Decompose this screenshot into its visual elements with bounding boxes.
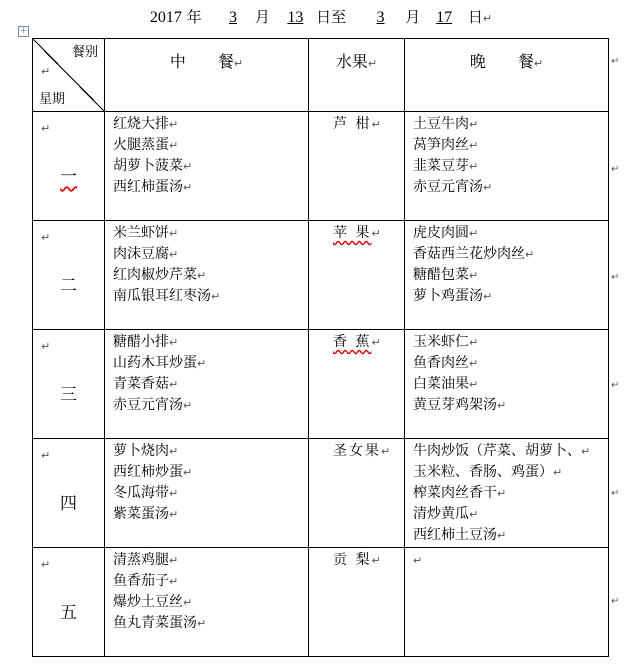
dinner-cell	[405, 548, 609, 657]
dinner-item	[413, 332, 608, 353]
lunch-dish: 火腿蒸蛋	[113, 137, 169, 153]
lunch-item	[113, 441, 308, 462]
paragraph-mark: ↵	[233, 57, 244, 70]
menu-date-title	[0, 6, 642, 27]
weekday-label: 四	[60, 494, 77, 514]
lunch-item	[113, 286, 308, 307]
weekday-cell	[33, 112, 105, 221]
paragraph-mark: ↵	[469, 336, 479, 349]
lunch-item	[113, 265, 308, 286]
dinner-dish: 香菇西兰花炒肉丝	[413, 246, 525, 262]
table-move-handle-icon[interactable]: +	[19, 26, 28, 36]
lunch-item	[113, 550, 308, 571]
lunch-item	[113, 244, 308, 265]
paragraph-mark: ↵	[533, 57, 544, 70]
paragraph-mark: ↵	[469, 139, 479, 152]
lunch-dish: 糖醋小排	[113, 334, 169, 350]
weekday-cell	[33, 221, 105, 330]
header-row	[33, 39, 609, 112]
dinner-dish: 韭菜豆芽	[413, 158, 469, 174]
dinner-item	[413, 395, 608, 416]
lunch-dish: 红肉椒炒芹菜	[113, 267, 197, 283]
lunch-dish: 西红柿炒蛋	[113, 464, 183, 480]
dinner-dish: 黄豆芽鸡架汤	[413, 397, 497, 413]
paragraph-mark: ↵	[371, 118, 383, 131]
weekday-label: 二	[60, 276, 77, 296]
paragraph-mark: ↵	[41, 558, 51, 571]
fruit-name: 香 蕉	[333, 334, 372, 350]
dinner-dish: 莴笋肉丝	[413, 137, 469, 153]
lunch-item	[113, 462, 308, 483]
lunch-item	[113, 135, 308, 156]
dinner-dish: 白菜油果	[413, 376, 469, 392]
lunch-item	[113, 374, 308, 395]
dinner-dish: 西红柿土豆汤	[413, 527, 497, 543]
paragraph-mark: ↵	[525, 248, 535, 261]
paragraph-mark: ↵	[483, 290, 493, 303]
corner-header-cell	[33, 39, 105, 112]
dinner-dish: 鱼香肉丝	[413, 355, 469, 371]
row-end-mark: ↵	[611, 596, 620, 607]
title-ri: 日	[467, 8, 483, 26]
paragraph-mark: ↵	[211, 290, 221, 303]
paragraph-mark: ↵	[169, 508, 179, 521]
weekday-cell	[33, 330, 105, 439]
lunch-item	[113, 114, 308, 135]
lunch-item	[113, 395, 308, 416]
title-end-month: 3	[376, 9, 385, 26]
dinner-item	[413, 223, 608, 244]
paragraph-mark: ↵	[469, 160, 479, 173]
menu-row	[33, 439, 609, 548]
dinner-item	[413, 504, 608, 525]
row-end-mark: ↵	[611, 164, 620, 175]
title-yue-1: 月	[254, 8, 270, 26]
paragraph-mark: ↵	[183, 160, 193, 173]
paragraph-mark: ↵	[197, 269, 207, 282]
paragraph-mark: ↵	[41, 122, 51, 135]
dinner-dish: 糖醋包菜	[413, 267, 469, 283]
paragraph-mark: ↵	[581, 445, 591, 458]
weekday-label: 五	[60, 603, 77, 623]
lunch-dish: 红烧大排	[113, 116, 169, 132]
dinner-dish: 清炒黄瓜	[413, 506, 469, 522]
lunch-dish: 胡萝卜菠菜	[113, 158, 183, 174]
paragraph-mark: ↵	[469, 357, 479, 370]
title-nian: 年	[186, 8, 202, 26]
fruit-name: 圣女果	[333, 443, 381, 459]
dinner-cell	[405, 439, 609, 548]
lunch-item	[113, 613, 308, 634]
paragraph-mark: ↵	[169, 487, 179, 500]
fruit-cell	[309, 439, 405, 548]
lunch-dish: 肉沫豆腐	[113, 246, 169, 262]
paragraph-mark: ↵	[183, 596, 193, 609]
dinner-item	[413, 374, 608, 395]
paragraph-mark: ↵	[469, 269, 479, 282]
paragraph-mark: ↵	[169, 445, 179, 458]
weekday-cell	[33, 548, 105, 657]
paragraph-mark: ↵	[169, 378, 179, 391]
weekly-menu-table	[32, 38, 609, 657]
lunch-item	[113, 592, 308, 613]
row-end-mark: ↵	[611, 56, 620, 67]
paragraph-mark: ↵	[371, 554, 383, 567]
lunch-dish: 紫菜蛋汤	[113, 506, 169, 522]
fruit-cell	[309, 330, 405, 439]
dinner-item	[413, 244, 608, 265]
dinner-cell	[405, 112, 609, 221]
paragraph-mark: ↵	[371, 227, 383, 240]
menu-row	[33, 548, 609, 657]
dinner-item	[413, 441, 608, 462]
title-start-month: 3	[229, 9, 238, 26]
paragraph-mark: ↵	[169, 227, 179, 240]
paragraph-mark: ↵	[41, 449, 51, 462]
dinner-dish: 玉米粒、香肠、鸡蛋）	[413, 464, 553, 480]
lunch-dish: 山药木耳炒蛋	[113, 355, 197, 371]
lunch-dish: 萝卜烧肉	[113, 443, 169, 459]
dinner-item	[413, 483, 608, 504]
paragraph-mark: ↵	[413, 554, 423, 567]
weekday-label: 三	[60, 385, 77, 405]
fruit-header	[309, 39, 405, 112]
dinner-dish: 土豆牛肉	[413, 116, 469, 132]
paragraph-mark: ↵	[371, 336, 383, 349]
paragraph-mark: ↵	[469, 118, 479, 131]
dinner-dish: 玉米虾仁	[413, 334, 469, 350]
paragraph-mark: ↵	[497, 487, 507, 500]
lunch-item	[113, 571, 308, 592]
lunch-cell	[105, 330, 309, 439]
dinner-item	[413, 114, 608, 135]
dinner-dish: 榨菜肉丝香干	[413, 485, 497, 501]
title-end-day: 17	[436, 9, 453, 26]
title-yue-2: 月	[405, 8, 421, 26]
paragraph-mark: ↵	[183, 466, 193, 479]
row-end-mark: ↵	[611, 488, 620, 499]
lunch-dish: 米兰虾饼	[113, 225, 169, 241]
lunch-cell	[105, 221, 309, 330]
dinner-item	[413, 156, 608, 177]
fruit-cell	[309, 112, 405, 221]
dinner-dish: 牛肉炒饭（芹菜、胡萝卜、	[413, 443, 581, 459]
paragraph-mark: ↵	[469, 227, 479, 240]
dinner-item	[413, 353, 608, 374]
menu-row	[33, 221, 609, 330]
lunch-dish: 赤豆元宵汤	[113, 397, 183, 413]
lunch-dish: 爆炒土豆丝	[113, 594, 183, 610]
paragraph-mark: ↵	[41, 65, 51, 78]
dinner-item	[413, 286, 608, 307]
fruit-name: 贡 梨	[333, 552, 372, 568]
lunch-item	[113, 353, 308, 374]
lunch-dish: 冬瓜海带	[113, 485, 169, 501]
fruit-header-label: 水果	[335, 52, 368, 71]
title-ri-zhi: 日至	[316, 8, 347, 26]
lunch-dish: 鱼丸青菜蛋汤	[113, 615, 197, 631]
lunch-dish: 西红柿蛋汤	[113, 179, 183, 195]
paragraph-mark: ↵	[169, 554, 179, 567]
paragraph-mark: ↵	[469, 508, 479, 521]
paragraph-mark: ↵	[169, 575, 179, 588]
lunch-header-label: 中 餐	[169, 52, 234, 71]
fruit-name: 芦 柑	[333, 116, 372, 132]
lunch-dish: 清蒸鸡腿	[113, 552, 169, 568]
dinner-cell	[405, 221, 609, 330]
paragraph-mark: ↵	[497, 399, 507, 412]
fruit-cell	[309, 221, 405, 330]
paragraph-mark: ↵	[183, 181, 193, 194]
corner-weekday-label: 星期	[39, 92, 66, 107]
row-end-mark: ↵	[611, 272, 620, 283]
paragraph-mark: ↵	[41, 340, 51, 353]
paragraph-mark: ↵	[381, 445, 393, 458]
dinner-cell	[405, 330, 609, 439]
paragraph-mark: ↵	[169, 248, 179, 261]
paragraph-mark: ↵	[169, 139, 179, 152]
lunch-dish: 南瓜银耳红枣汤	[113, 288, 211, 304]
paragraph-mark: ↵	[553, 466, 563, 479]
lunch-item	[113, 504, 308, 525]
lunch-item	[113, 332, 308, 353]
dinner-header-label: 晚 餐	[469, 52, 534, 71]
paragraph-mark: ↵	[367, 57, 378, 70]
paragraph-mark: ↵	[41, 231, 51, 244]
paragraph-mark: ↵	[497, 529, 507, 542]
paragraph-mark: ↵	[469, 378, 479, 391]
lunch-cell	[105, 439, 309, 548]
dinner-item	[413, 177, 608, 198]
row-end-mark: ↵	[611, 380, 620, 391]
paragraph-mark: ↵	[483, 181, 493, 194]
dinner-header	[405, 39, 609, 112]
menu-row	[33, 112, 609, 221]
lunch-dish: 鱼香茄子	[113, 573, 169, 589]
weekday-label: 一	[60, 167, 77, 187]
corner-meal-label: 餐别	[71, 45, 98, 60]
title-start-day: 13	[287, 9, 304, 26]
fruit-name: 苹 果	[333, 225, 372, 241]
weekday-cell	[33, 439, 105, 548]
paragraph-mark: ↵	[197, 617, 207, 630]
dinner-item	[413, 525, 608, 546]
lunch-item	[113, 223, 308, 244]
lunch-item	[113, 177, 308, 198]
lunch-dish: 青菜香菇	[113, 376, 169, 392]
dinner-dish: 虎皮肉圆	[413, 225, 469, 241]
dinner-item	[413, 135, 608, 156]
menu-row	[33, 330, 609, 439]
dinner-item	[413, 265, 608, 286]
lunch-cell	[105, 112, 309, 221]
lunch-item	[113, 483, 308, 504]
paragraph-mark: ↵	[183, 399, 193, 412]
dinner-dish: 萝卜鸡蛋汤	[413, 288, 483, 304]
paragraph-mark: ↵	[482, 12, 493, 25]
paragraph-mark: ↵	[169, 336, 179, 349]
fruit-cell	[309, 548, 405, 657]
paragraph-mark: ↵	[169, 118, 179, 131]
lunch-item	[113, 156, 308, 177]
dinner-dish: 赤豆元宵汤	[413, 179, 483, 195]
dinner-item	[413, 462, 608, 483]
lunch-header	[105, 39, 309, 112]
lunch-cell	[105, 548, 309, 657]
title-year: 2017	[149, 9, 182, 26]
paragraph-mark: ↵	[197, 357, 207, 370]
